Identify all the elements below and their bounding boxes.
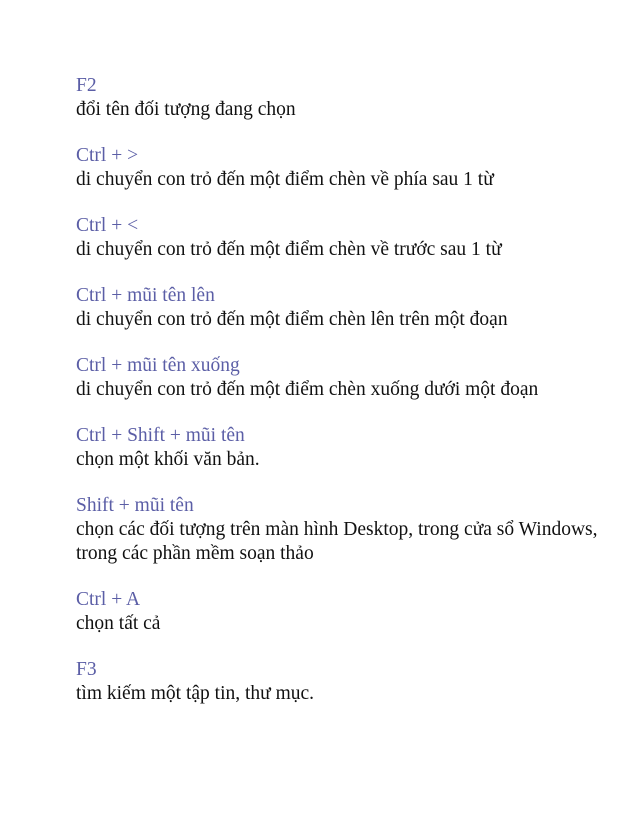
shortcut-description: di chuyển con trỏ đến một điểm chèn về trước sau 1 từ: [76, 239, 502, 260]
shortcut-entry-f2: [76, 74, 616, 122]
shortcut-description: chọn tất cả: [76, 613, 161, 634]
shortcut-description: di chuyển con trỏ đến một điểm chèn xuống dưới một đoạn: [76, 379, 539, 400]
shortcut-description: đổi tên đối tượng đang chọn: [76, 99, 296, 120]
shortcut-entry-ctrl-down: [76, 354, 616, 402]
shortcut-key: Ctrl + mũi tên lên: [76, 285, 215, 306]
shortcut-description: di chuyển con trỏ đến một điểm chèn về phía sau 1 từ: [76, 169, 494, 190]
shortcut-key: Ctrl + >: [76, 145, 139, 166]
shortcut-entry-f3: [76, 658, 616, 706]
shortcut-description: chọn các đối tượng trên màn hình Desktop, trong cửa sổ Windows, trong các phần mềm soạn thảo: [76, 519, 598, 564]
shortcut-description: di chuyển con trỏ đến một điểm chèn lên trên một đoạn: [76, 309, 508, 330]
shortcut-key: F3: [76, 659, 97, 680]
shortcut-entry-ctrl-greater: [76, 144, 616, 192]
shortcut-key: Shift + mũi tên: [76, 495, 194, 516]
shortcut-key: Ctrl + <: [76, 215, 139, 236]
shortcut-entry-ctrl-up: [76, 284, 616, 332]
shortcut-key: Ctrl + A: [76, 589, 141, 610]
shortcut-entry-ctrl-less: [76, 214, 616, 262]
shortcut-key: Ctrl + mũi tên xuống: [76, 355, 240, 376]
shortcut-key: F2: [76, 75, 97, 96]
shortcut-key: Ctrl + Shift + mũi tên: [76, 425, 245, 446]
shortcut-entry-shift-arrow: [76, 494, 616, 566]
shortcut-description: tìm kiếm một tập tin, thư mục.: [76, 683, 315, 704]
shortcut-entry-ctrl-shift-arrow: [76, 424, 616, 472]
document-page: [76, 74, 616, 728]
shortcut-entry-ctrl-a: [76, 588, 616, 636]
shortcut-description: chọn một khối văn bản.: [76, 449, 260, 470]
